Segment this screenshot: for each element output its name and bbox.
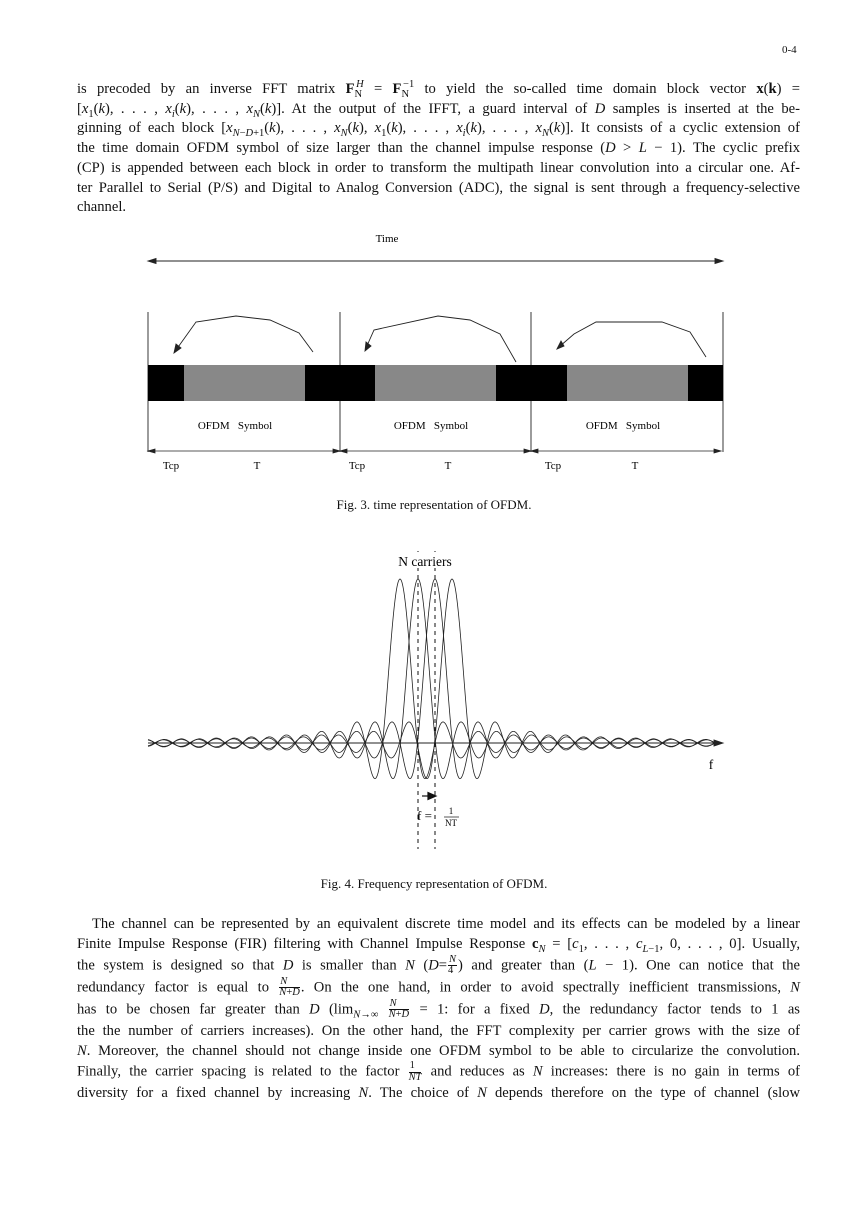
tcp-label-2: Tcp — [348, 460, 366, 472]
text-run: the system is designed so that — [77, 956, 283, 973]
text-run: Finite Impulse Response (FIR) filtering with Channel Impulse Response — [77, 936, 532, 953]
text-run: is smaller than — [293, 956, 406, 973]
text-line: the the number of carriers increases). On the other hand, the FFT complexity per carrier grows with the size of — [77, 1022, 800, 1039]
channel-paragraph: The channel can be represented by an equivalent discrete time model and its effects can be modeled by a linear Finite Impulse Response (FIR) filtering with Channel Impulse Response $c_N = [c_1$, . . . , $c_{L-1}$, 0, . . . , 0]. Usually, the system is designed so that D is smaller than N (D= $\frac{N}{4}$ ) and greater than (L − 1). One can notice that the redundancy factor is equal to $\frac{N}{N+D}$ . On the one hand, in order to avoid spectrally inefficient transmissions, N has to be chosen far greater than D ($\lim_{N\to\infty}$ $\frac{N}{N+D}$ = 1: for a fixed D, the redundancy factor tends to 1 as the the number of carriers increases). On the other hand, the FFT complexity per carrier grows with the size of N. Moreover, the channel should not change inside one OFDM symbol to be able to circularize the convolution. Finally, the carrier spacing is related to the factor $\frac{1}{NT}$ and reduces as N increases: there is no gain in terms of diversity for a fixed channel by increasing N. The choice of N depends therefore on the type of channel (slow — [77, 916, 801, 1102]
text-run: ). The cyclic prefix — [677, 140, 801, 157]
fig4-caption: Fig. 4. Frequency representation of OFDM. — [320, 876, 548, 891]
text-run: samples is inserted at the be- — [605, 100, 800, 117]
t-label-2: T — [444, 460, 452, 472]
n-carriers-label: N carriers — [398, 554, 452, 569]
subcarrier-curves — [148, 579, 714, 779]
spacing-prefix: f = — [417, 808, 432, 823]
ofdm-symbol-label-1: OFDM Symbol — [197, 420, 273, 432]
cyclic-copy-arrows — [174, 316, 706, 362]
time-axis-arrow — [148, 259, 723, 264]
fig3-caption: Fig. 3. time representation of OFDM. — [336, 497, 532, 512]
ofdm-symbol-label-2: OFDM Symbol — [393, 420, 469, 432]
text-run: . Usually, — [741, 936, 800, 953]
text-run: . It consists of a cyclic extension of — [570, 120, 800, 137]
carrier-dashed-lines — [418, 551, 435, 849]
t-label-3: T — [631, 460, 639, 472]
f-axis-label: f — [708, 757, 714, 772]
text-run: depends therefore on the type of channel (slow — [486, 1085, 800, 1102]
text-run: : for a fixed — [444, 1001, 540, 1018]
subcarrier-curve-1 — [148, 579, 714, 779]
text-run: Finally, the carrier spacing is related to the factor — [77, 1063, 408, 1080]
text-run: diversity for a fixed channel by increasing — [77, 1085, 359, 1102]
text-line: ter Parallel to Serial (P/S) and Digital to Analog Conversion (ADC), the signal is sent through a frequency-selective — [77, 179, 800, 196]
text-run: increases: there is no gain in terms of — [542, 1063, 800, 1080]
text-run: , the redundancy factor tends to 1 as — [549, 1001, 800, 1018]
text-run: is precoded by an inverse FFT matrix — [77, 81, 346, 97]
text-line: channel. — [77, 199, 127, 216]
text-run: ). One can notice that the — [629, 956, 801, 973]
ofdm-symbol-label-3: OFDM Symbol — [585, 420, 661, 432]
page-number: 0-4 — [782, 44, 797, 56]
t-label-1: T — [253, 460, 261, 472]
spacing-arrow — [422, 793, 436, 800]
tcp-label-3: Tcp — [544, 460, 562, 472]
text-run: and reduces as — [422, 1063, 533, 1080]
ofdm-frequency-figure — [0, 540, 868, 860]
tcp-label-1: Tcp — [162, 460, 180, 472]
ofdm-block-bar — [148, 365, 723, 401]
ofdm-time-figure — [0, 225, 868, 485]
text-run: the time domain OFDM symbol of size larger than the channel impulse response ( — [77, 140, 606, 157]
text-run: has to be chosen far greater than — [77, 1001, 310, 1018]
intro-paragraph: is precoded by an inverse FFT matrix $F_N^H = F_N^{-1}$ to yield the so-called time domain block vector x(k) = [$x_1(k)$, . . . , $x_i(k)$, . . . , $x_N(k)$]. At the output of the IFFT, a guard interval of D samples is inserted at the be- ginning of each block [$x_{N-D+1}(k)$, . . . , $x_N(k)$, $x_1(k)$, . . . , $x_i(k)$, . . . , $x_N(k)$]. It consists of a cyclic extension of the time domain OFDM symbol of size larger than the channel impulse response (D > L − 1). The cyclic prefix (CP) is appended between each block in order to transform the multipath linear convolution into a circular one. Af- ter Parallel to Serial (P/S) and Digital to Analog Conversion (ADC), the signal is sent through a frequency-selective channel. — [77, 80, 800, 218]
text-run: . The choice of — [368, 1085, 478, 1102]
text-line: (CP) is appended between each block in order to transform the multipath linear convolution into a circular one. Af- — [77, 159, 800, 176]
text-run: . On the one hand, in order to avoid spectrally inefficient transmissions, — [300, 978, 791, 995]
time-label: Time — [375, 233, 399, 245]
text-run: to yield the so-called time domain block vector — [414, 81, 757, 97]
text-line: The channel can be represented by an equivalent discrete time model and its effects can be modeled by a linear — [92, 916, 800, 932]
text-run: redundancy factor is equal to — [77, 978, 279, 995]
duration-arrows — [148, 449, 721, 453]
spacing-denominator: NT — [445, 818, 457, 828]
text-run: ginning of each block — [77, 120, 222, 137]
spacing-numerator: 1 — [448, 806, 454, 816]
text-run: ) and greater than ( — [458, 956, 589, 973]
text-run: . Moreover, the channel should not change inside one OFDM symbol to be able to circularize the convolution. — [86, 1042, 800, 1059]
text-run: . At the output of the IFFT, a guard interval of — [281, 100, 595, 117]
